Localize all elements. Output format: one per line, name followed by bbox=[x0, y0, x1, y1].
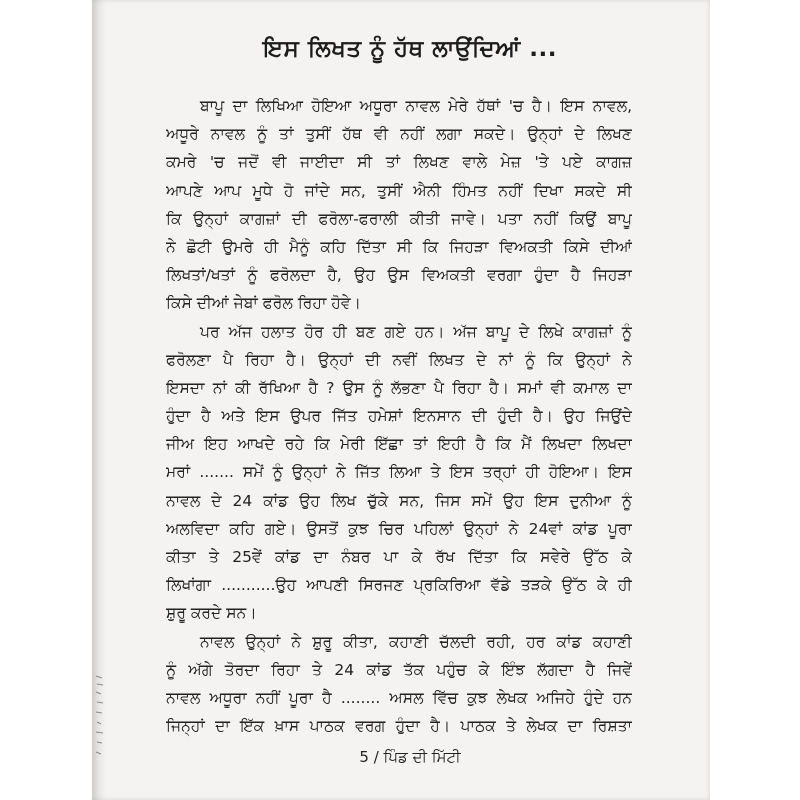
text-line: ਕਮਰੇ 'ਚ ਜਦੋਂ ਵੀ ਜਾਈਦਾ ਸੀ ਤਾਂ ਲਿਖਣ ਵਾਲੇ ਮੇਜ਼ 'ਤੇ ਪਏ ਕਾਗਜ਼ bbox=[166, 153, 632, 172]
paragraph-3 bbox=[166, 628, 632, 741]
margin-ink-marks bbox=[94, 672, 106, 762]
text-line: ਜੀਅ ਇਹ ਆਖਦੇ ਰਹੇ ਕਿ ਮੇਰੀ ਇੱਛਾ ਤਾਂ ਇਹੀ ਹੈ ਕਿ ਮੈਂ ਲਿਖਦਾ ਲਿਖਦਾ bbox=[166, 435, 632, 454]
text-line: ਕਿ ਉਨ੍ਹਾਂ ਕਾਗਜ਼ਾਂ ਦੀ ਫਰੋਲਾ-ਫਰਾਲੀ ਕੀਤੀ ਜਾਵੇ। ਪਤਾ ਨਹੀਂ ਕਿਉਂ ਬਾਪੂ bbox=[166, 209, 632, 228]
text-line: ਲਿਖਾਂਗਾ ...........ਉਹ ਆਪਣੀ ਸਿਰਜਣ ਪ੍ਰਕਿਰਿਆ ਵੱਡੇ ਤੜਕੇ ਉੱਠ ਕੇ ਹੀ bbox=[166, 576, 632, 595]
chapter-title: ਇਸ ਲਿਖਤ ਨੂੰ ਹੱਥ ਲਾਉਂਦਿਆਂ ... bbox=[263, 36, 557, 62]
body-text bbox=[166, 92, 632, 740]
text-line: ਕੀਤਾ ਤੇ 25ਵੇਂ ਕਾਂਡ ਦਾ ਨੰਬਰ ਪਾ ਕੇ ਰੱਖ ਦਿੱਤਾ ਕਿ ਸਵੇਰੇ ਉੱਠ ਕੇ bbox=[166, 548, 632, 566]
page-footer: 5 / ਪਿੰਡ ਦੀ ਮਿੱਟੀ bbox=[359, 748, 461, 766]
text-line: ਲਿਖਤਾਂ/ਖਤਾਂ ਨੂੰ ਫਰੋਲਦਾ ਹੈ, ਉਹ ਉਸ ਵਿਅਕਤੀ ਵਰਗਾ ਹੁੰਦਾ ਹੈ ਜਿਹੜਾ bbox=[166, 266, 632, 285]
text-line: ਨੂੰ ਅੱਗੇ ਤੋਰਦਾ ਰਿਹਾ ਤੇ 24 ਕਾਂਡ ਤੱਕ ਪਹੁੰਚ ਕੇ ਇੰਝ ਲੱਗਦਾ ਹੈ ਜਿਵੇਂ bbox=[166, 660, 632, 679]
text-line: ਇਸਦਾ ਨਾਂ ਕੀ ਰੱਖਿਆ ਹੈ ? ਉਸ ਨੂੰ ਲੱਭਣਾ ਪੈ ਰਿਹਾ ਹੈ। ਸਮਾਂ ਵੀ ਕਮਾਲ ਦਾ bbox=[166, 378, 632, 397]
paragraph-2 bbox=[166, 318, 632, 628]
text-line: ਨਾਵਲ ਅਧੂਰਾ ਨਹੀਂ ਪੂਰਾ ਹੈ ........ ਅਸਲ ਵਿੱਚ ਕੁਝ ਲੇਖਕ ਅਜਿਹੇ ਹੁੰਦੇ ਹਨ bbox=[166, 688, 632, 707]
text-line: ਜਿਨ੍ਹਾਂ ਦਾ ਇੱਕ ਖ਼ਾਸ ਪਾਠਕ ਵਰਗ ਹੁੰਦਾ ਹੈ। ਪਾਠਕ ਤੇ ਲੇਖਕ ਦਾ ਰਿਸ਼ਤਾ bbox=[166, 717, 632, 736]
text-line: ਸ਼ੁਰੂ ਕਰਦੇ ਸਨ। bbox=[166, 604, 257, 623]
text-line: ਬਾਪੂ ਦਾ ਲਿਖਿਆ ਹੋਇਆ ਅਧੂਰਾ ਨਾਵਲ ਮੇਰੇ ਹੱਥਾਂ 'ਚ ਹੈ। ਇਸ ਨਾਵਲ, bbox=[200, 97, 632, 115]
text-line: ਪਰ ਅੱਜ ਹਲਾਤ ਹੋਰ ਹੀ ਬਣ ਗਏ ਹਨ। ਅੱਜ ਬਾਪੂ ਦੇ ਲਿਖੇ ਕਾਗਜ਼ਾਂ ਨੂੰ bbox=[200, 322, 632, 341]
ink-scribble-icon bbox=[94, 672, 106, 762]
text-line: ਨੇ ਛੋਟੀ ਉਮਰੇ ਹੀ ਮੈਨੂੰ ਕਹਿ ਦਿੱਤਾ ਸੀ ਕਿ ਜਿਹੜਾ ਵਿਅਕਤੀ ਕਿਸੇ ਦੀਆਂ bbox=[166, 237, 632, 256]
paragraph-1 bbox=[166, 92, 632, 318]
text-line: ਕਿਸੇ ਦੀਆਂ ਜੇਬਾਂ ਫਰੋਲ ਰਿਹਾ ਹੋਵੇ। bbox=[166, 294, 361, 313]
text-line: ਆਪਣੇ ਆਪ ਮੂਧੇ ਹੋ ਜਾਂਦੇ ਸਨ, ਤੁਸੀਂ ਐਨੀ ਹਿੰਮਤ ਨਹੀਂ ਦਿਖਾ ਸਕਦੇ ਸੀ bbox=[166, 181, 632, 200]
text-line: ਅਧੂਰੇ ਨਾਵਲ ਨੂੰ ਤਾਂ ਤੁਸੀਂ ਹੱਥ ਵੀ ਨਹੀਂ ਲਗਾ ਸਕਦੇ। ਉਨ੍ਹਾਂ ਦੇ ਲਿਖਣ bbox=[166, 125, 632, 144]
text-line: ਫਰੋਲਣਾ ਪੈ ਰਿਹਾ ਹੈ। ਉਨ੍ਹਾਂ ਦੀ ਨਵੀਂ ਲਿਖਤ ਦੇ ਨਾਂ ਨੂੰ ਕਿ ਉਨ੍ਹਾਂ ਨੇ bbox=[166, 350, 632, 369]
text-line: ਨਾਵਲ ਉਨ੍ਹਾਂ ਨੇ ਸ਼ੁਰੂ ਕੀਤਾ, ਕਹਾਣੀ ਚੱਲਦੀ ਰਹੀ, ਹਰ ਕਾਂਡ ਕਹਾਣੀ bbox=[200, 632, 632, 651]
text-line: ਹੁੰਦਾ ਹੈ ਅਤੇ ਇਸ ਉਪਰ ਜਿੱਤ ਹਮੇਸ਼ਾਂ ਇਨਸਾਨ ਦੀ ਹੁੰਦੀ ਹੈ। ਉਹ ਜਿਉਂਦੇ bbox=[166, 407, 632, 426]
text-line: ਨਾਵਲ ਦੇ 24 ਕਾਂਡ ਉਹ ਲਿਖ ਚੁੱਕੇ ਸਨ, ਜਿਸ ਸਮੇਂ ਉਹ ਇਸ ਦੁਨੀਆ ਨੂੰ bbox=[166, 491, 632, 510]
text-line: ਅਲਵਿਦਾ ਕਹਿ ਗਏ। ਉਸਤੋਂ ਕੁਝ ਚਿਰ ਪਹਿਲਾਂ ਉਨ੍ਹਾਂ ਨੇ 24ਵਾਂ ਕਾਂਡ ਪੂਰਾ bbox=[166, 519, 632, 538]
text-line: ਮਰਾਂ ....... ਸਮੇਂ ਨੂੰ ਉਨ੍ਹਾਂ ਨੇ ਜਿੱਤ ਲਿਆ ਤੇ ਇਸ ਤਰ੍ਹਾਂ ਹੀ ਹੋਇਆ। ਇਸ bbox=[166, 463, 632, 482]
